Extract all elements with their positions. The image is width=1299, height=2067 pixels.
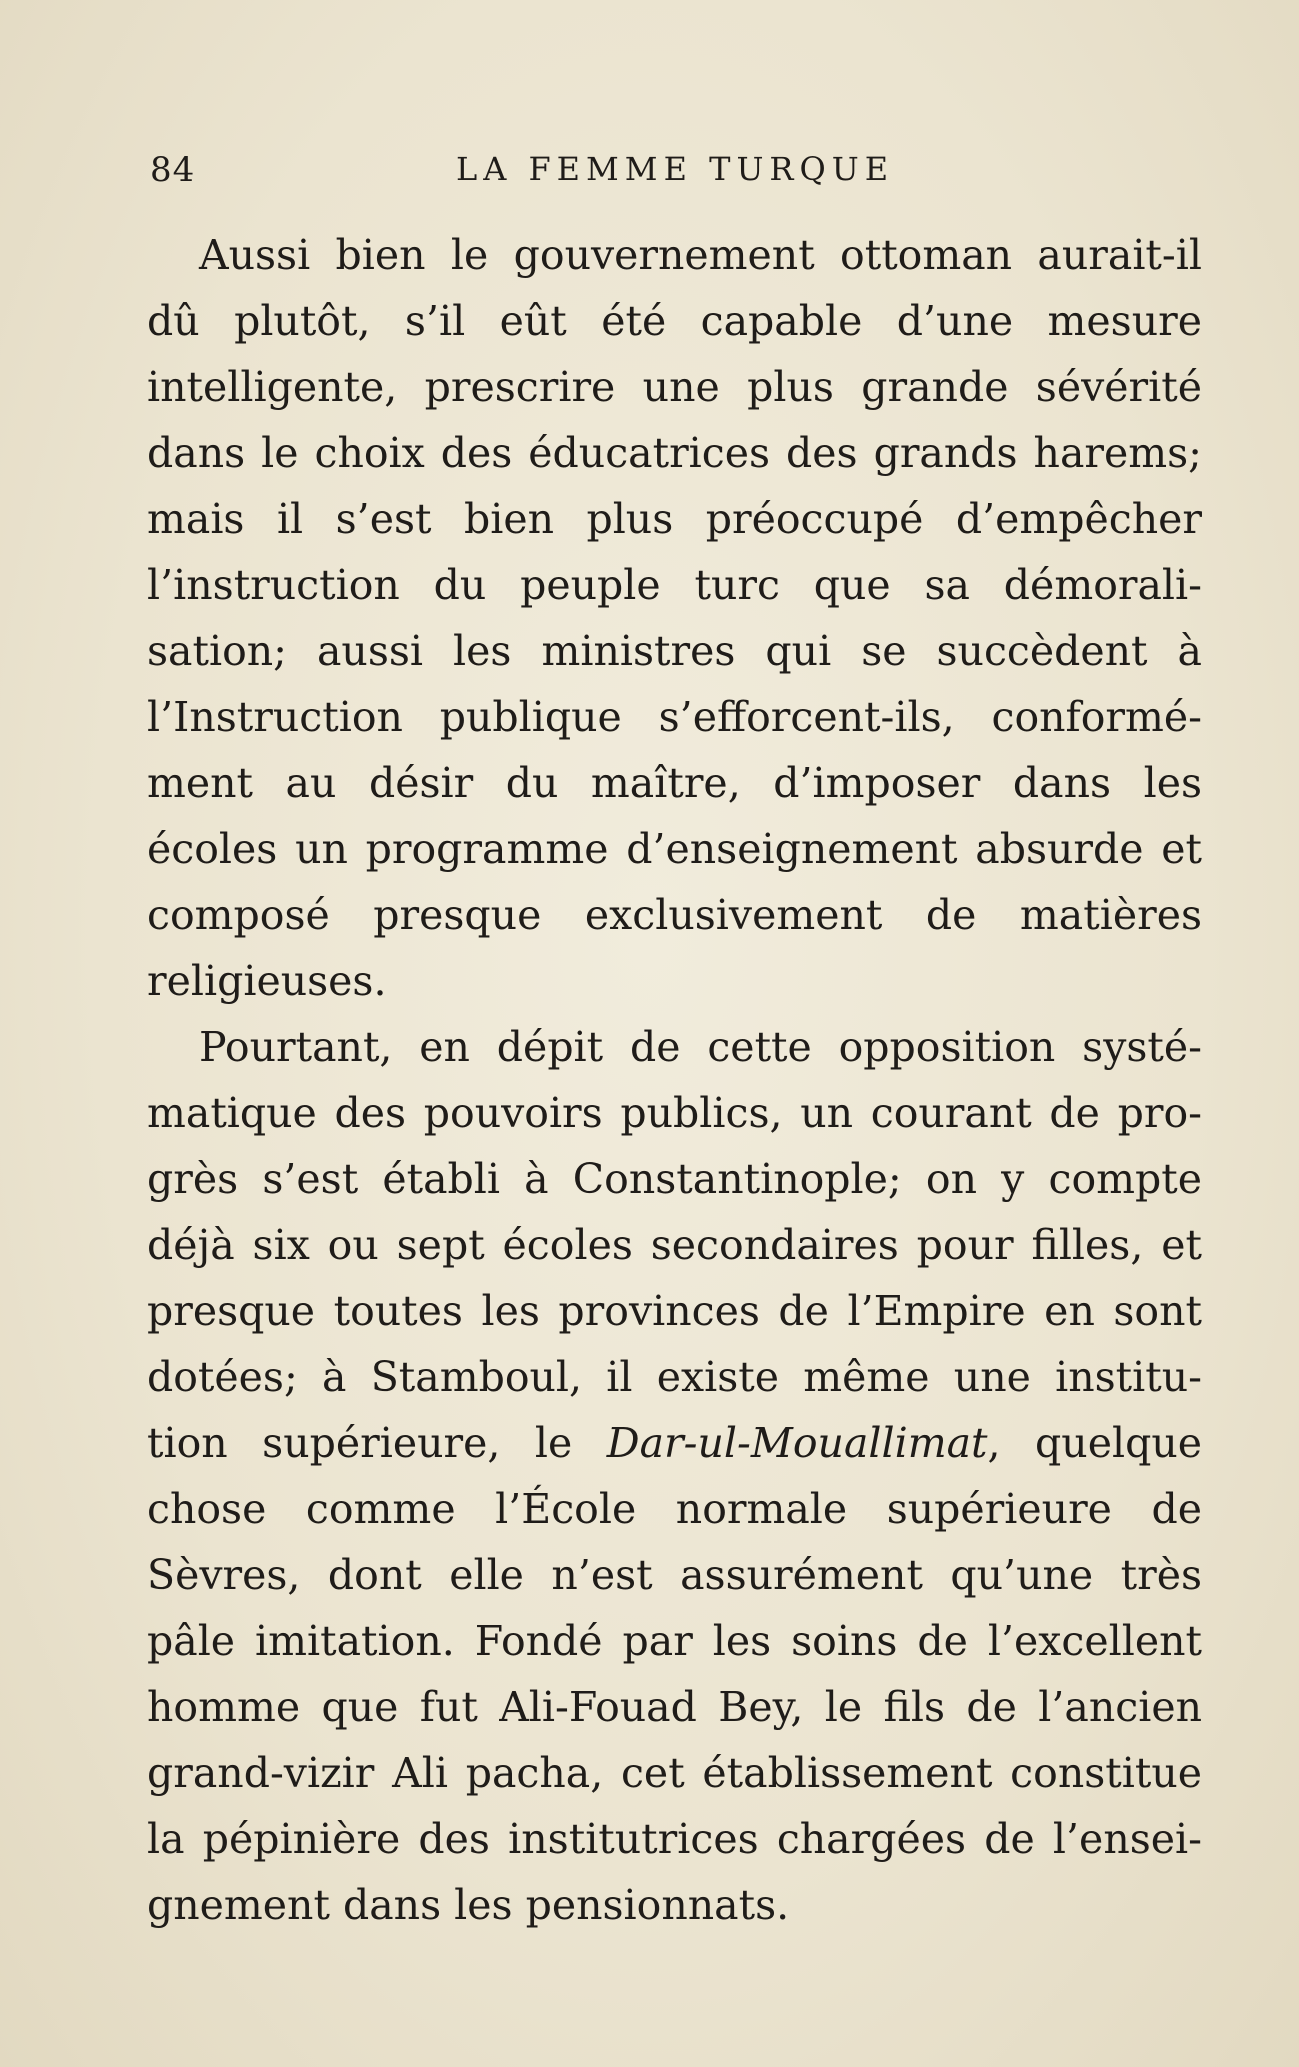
text-line-with-italic [147,1410,1202,1476]
text-line: ment au désir du maître, d’imposer dans les [147,759,1202,807]
text-line: grand-vizir Ali pacha, cet établissement constitue [147,1749,1202,1797]
paragraph-1 [147,222,1202,1014]
text-line: mais il s’est bien plus préoccupé d’empêcher [147,495,1202,543]
text-line: Pourtant, en dépit de cette opposition systé- [199,1023,1202,1071]
text-line: Aussi bien le gouvernement ottoman aurait-il [199,231,1202,279]
text-line: grès s’est établi à Constantinople; on y compte [147,1155,1202,1203]
text-line: intelligente, prescrire une plus grande sévérité [147,363,1202,411]
page-number: 84 [150,150,196,190]
text-line: gnement dans les pensionnats. [147,1881,790,1929]
text-line: déjà six ou sept écoles secondaires pour filles, et [147,1221,1202,1269]
running-title: LA FEMME TURQUE [455,150,895,188]
text-fragment: , quelque [987,1419,1202,1467]
text-line: l’Instruction publique s’efforcent-ils, conformé- [147,693,1202,741]
text-line: matique des pouvoirs publics, un courant de pro- [147,1089,1202,1137]
text-line: sation; aussi les ministres qui se succèdent à [147,627,1202,675]
text-line: chose comme l’École normale supérieure de [147,1485,1202,1533]
text-line: dans le choix des éducatrices des grands harems; [147,429,1202,477]
paragraph-2 [147,1014,1202,1938]
text-line: composé presque exclusivement de matières [147,891,1202,939]
text-line: dotées; à Stamboul, il existe même une institu- [147,1353,1202,1401]
text-line: écoles un programme d’enseignement absurde et [147,825,1202,873]
text-line: pâle imitation. Fondé par les soins de l’excellent [147,1617,1202,1665]
text-line: presque toutes les provinces de l’Empire en sont [147,1287,1202,1335]
text-line: la pépinière des institutrices chargées de l’ensei- [147,1815,1202,1863]
body-text [147,222,1202,1938]
text-line: religieuses. [147,957,387,1005]
text-line: l’instruction du peuple turc que sa démorali- [147,561,1202,609]
text-fragment: tion supérieure, le [147,1419,607,1467]
running-head [150,150,1140,200]
italic-institution-name: Dar-ul-Mouallimat [606,1419,988,1467]
text-line: Sèvres, dont elle n’est assurément qu’une très [147,1551,1202,1599]
text-line: homme que fut Ali-Fouad Bey, le fils de l’ancien [147,1683,1202,1731]
text-line: dû plutôt, s’il eût été capable d’une mesure [147,297,1202,345]
